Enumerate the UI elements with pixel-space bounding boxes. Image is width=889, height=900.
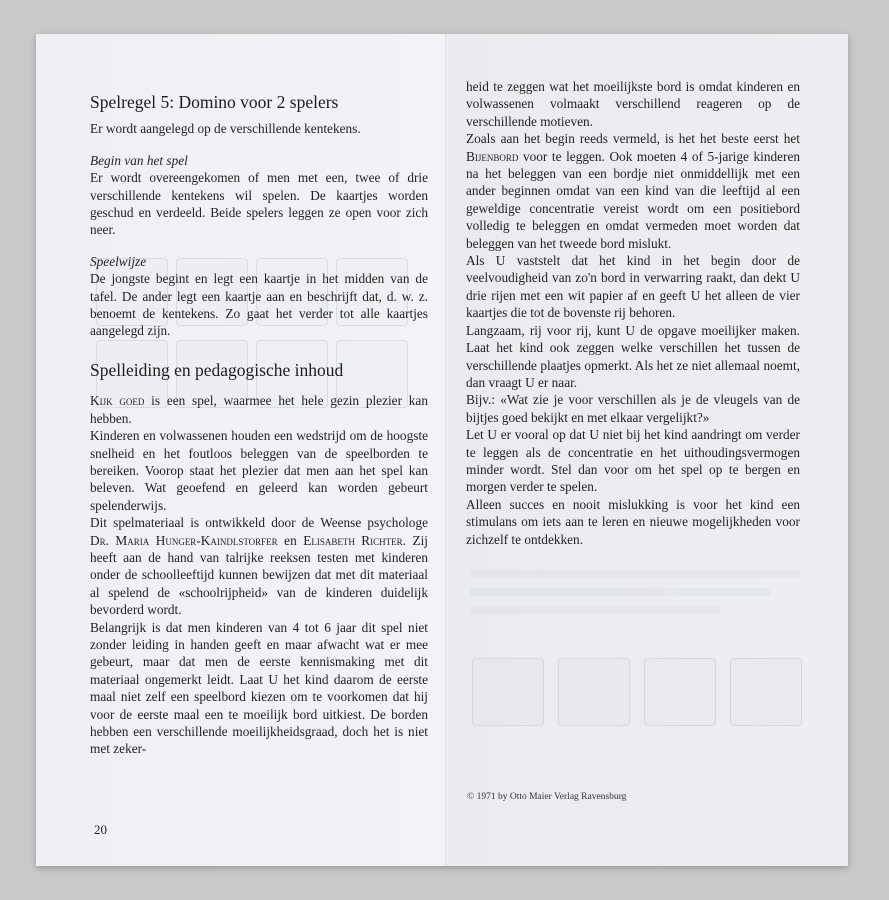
show-through-card [558, 658, 630, 726]
author-name: Elisabeth Richter [303, 532, 403, 548]
paragraph: Let U er vooral op dat U niet bij het kind aandringt om verder te leggen als de concentratie en het uithoudingsvermogen minder wordt. Stel dan voor om het spel op te bergen en morgen verder te spelen. [466, 427, 800, 495]
paragraph: Als U vaststelt dat het kind in het begin door de veelvoudigheid van zo'n bord in verwarring raakt, dan dekt U drie rijen met een wit papier af en geeft U het alleen de vier kaartjes die tot de bovenste rij behoren. [466, 253, 800, 321]
paragraph: heid te zeggen wat het moeilijkste bord is omdat kinderen en volwassenen volmaakt verschillend reageren op de verschillende motieven. [466, 79, 800, 129]
section-title: Spelleiding en pedagogische inhoud [90, 359, 344, 380]
page-number: 20 [94, 822, 107, 837]
right-column [466, 78, 800, 548]
begin-text: Er wordt overeengekomen of men met een, twee of drie verschillende kentekens wil spelen. De kaartjes worden geschud en verdeeld. Beide spelers leggen ze open voor zich neer. [90, 170, 428, 238]
page-fold [445, 34, 447, 866]
author-name: Dr. Maria Hunger-Kaindlstorfer [90, 532, 278, 548]
copyright-notice: © 1971 by Otto Maier Verlag Ravensburg [467, 792, 627, 802]
left-column [90, 94, 428, 758]
begin-heading: Begin van het spel [90, 152, 188, 168]
board-name: Bijenbord [466, 148, 519, 164]
paragraph-authors: Dit spelmateriaal is ontwikkeld door de Weense psychologe Dr. Maria Hunger-Kaindlstorfer en Elisabeth Richter. Zij heeft aan de hand van talrijke reeksen testen met kinderen onder de schoolleeftijd kunnen bewijzen dat met dit materiaal al spelend de «schoolrijpheid» van de kinderen duidelijk bevorderd wordt. [90, 515, 428, 618]
show-through-text [470, 570, 800, 578]
show-through-text [470, 588, 770, 596]
show-through-card [644, 658, 716, 726]
paragraph: Alleen succes en nooit mislukking is voor het kind een stimulans om iets aan te leren en nieuwe mogelijkheden voor zichzelf te ontdekken. [466, 496, 800, 547]
paragraph: Belangrijk is dat men kinderen van 4 tot 6 jaar dit spel niet zonder leiding in handen geeft en maar afwacht wat er mee gebeurt, maar dat men de eerste kennismaking met dit materiaal ongemerkt leidt. Laat U het kind daarom de eerste maal niet zelf een speelbord kiezen om te voorkomen dat hij voor de eerste maal een te moeilijk bord uitkiest. De borden hebben een verschillende moeilijkheidsgraad, doch het is niet met zeker- [90, 619, 428, 757]
show-through-card [730, 658, 802, 726]
paragraph: Langzaam, rij voor rij, kunt U de opgave moeilijker maken. Laat het kind ook zeggen welke verschillen het tussen de verschillende plaatjes opmerkt. Als het ze niet allemaal noemt, dan vraagt U er naar. [466, 322, 800, 390]
speelwijze-heading: Speelwijze [90, 253, 147, 269]
game-name: Kijk goed [90, 393, 145, 409]
rule-intro: Er wordt aangelegd op de verschillende kentekens. [90, 121, 361, 137]
paragraph-example: Bijv.: «Wat zie je voor verschillen als je de vleugels van de bijtjes goed bekijkt en met elkaar vergelijkt?» [466, 392, 800, 425]
speelwijze-text: De jongste begint en legt een kaartje in het midden van de tafel. De ander legt een kaartje aan en beschrijft dat, d. w. z. benoemt de kentekens. Zo gaat het verder tot alle kaartjes aangelegd zijn. [90, 271, 428, 339]
paragraph-intro: Kijk goed is een spel, waarmee het hele gezin plezier kan hebben. [90, 393, 428, 426]
paragraph: Kinderen en volwassenen houden een wedstrijd om de hoogste snelheid en het foutloos beleggen van de speelborden te bereiken. Voorop staat het plezier dat men aan het spel kan beleven. Wat geoefend en geleerd kan worden gebeurt spelenderwijs. [90, 428, 428, 513]
paragraph-board: Zoals aan het begin reeds vermeld, is het het beste eerst het Bijenbord voor te leggen. Ook moeten 4 of 5-jarige kinderen na het beleggen van een bordje niet onmiddellijk met een ander beginnen omdat van een kind van die leeftijd al een geweldige concentratie vereist wordt om een positiebord volledig te beleggen en omdat vermeden moet worden dat beleggen van het tweede bord mislukt. [466, 131, 800, 251]
show-through-card [472, 658, 544, 726]
rule-title: Spelregel 5: Domino voor 2 spelers [90, 92, 339, 112]
show-through-text [470, 606, 720, 614]
